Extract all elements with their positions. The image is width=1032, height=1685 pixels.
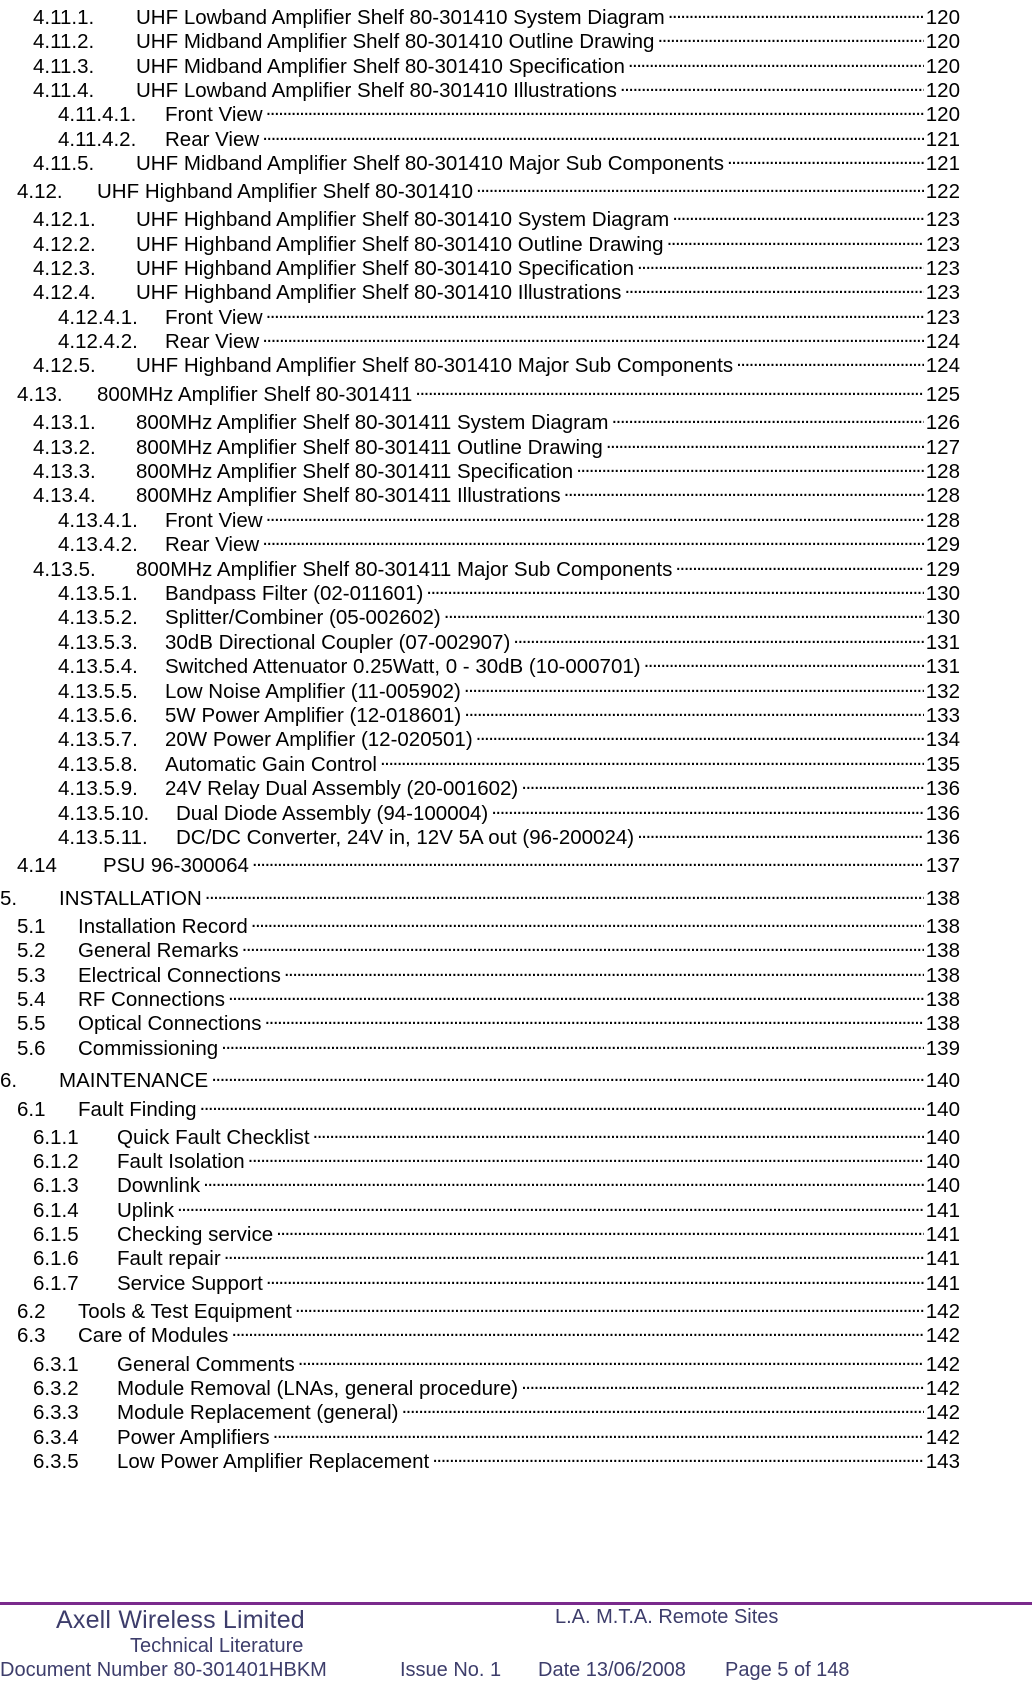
toc-entry-page: 120 — [925, 79, 960, 102]
toc-entry-page: 141 — [925, 1199, 960, 1222]
toc-entry-number: 4.13.4.2. — [58, 533, 138, 556]
toc-entry[interactable] — [17, 174, 960, 204]
toc-dot-leader — [298, 1347, 924, 1371]
toc-entry-number: 4.12.1. — [33, 208, 96, 231]
toc-entry-title: UHF Lowband Amplifier Shelf 80-301410 Illustrations — [136, 79, 617, 102]
toc-entry-page: 133 — [925, 704, 960, 727]
toc-entry[interactable] — [33, 146, 960, 176]
toc-entry[interactable] — [33, 348, 960, 378]
toc-entry-title: Quick Fault Checklist — [117, 1126, 310, 1149]
toc-entry-page: 120 — [925, 30, 960, 53]
toc-entry-number: 6.3.1 — [33, 1353, 79, 1376]
toc-entry-number: 5.5 — [17, 1012, 46, 1035]
toc-entry-number: 6.1.4 — [33, 1199, 79, 1222]
toc-entry[interactable] — [17, 377, 960, 407]
toc-entry-title: Module Replacement (general) — [117, 1401, 399, 1424]
toc-entry-page: 121 — [925, 128, 960, 151]
toc-entry-title: Automatic Gain Control — [165, 753, 377, 776]
toc-entry-page: 123 — [925, 257, 960, 280]
toc-entry[interactable] — [17, 1031, 960, 1061]
toc-dot-leader — [266, 503, 924, 527]
toc-entry-number: 4.12. — [17, 180, 63, 203]
issue-number: Issue No. 1 — [400, 1659, 502, 1681]
toc-entry-page: 136 — [925, 802, 960, 825]
toc-entry-title: Optical Connections — [78, 1012, 262, 1035]
toc-entry-title: DC/DC Converter, 24V in, 12V 5A out (96-200024) — [176, 826, 635, 849]
toc-entry[interactable] — [17, 1318, 960, 1348]
toc-dot-leader — [476, 722, 924, 746]
toc-entry-page: 122 — [925, 180, 960, 203]
page-number: Page 5 of 148 — [725, 1659, 850, 1681]
toc-entry-title: Front View — [165, 103, 263, 126]
toc-entry-page: 141 — [925, 1247, 960, 1270]
toc-dot-leader — [624, 275, 923, 299]
toc-dot-leader — [432, 1444, 924, 1468]
toc-entry-number: 4.11.3. — [33, 55, 95, 78]
toc-dot-leader — [644, 649, 924, 673]
toc-entry-number: 6.1.1 — [33, 1126, 79, 1149]
toc-entry-title: Care of Modules — [78, 1324, 229, 1347]
toc-entry-title: Uplink — [117, 1199, 174, 1222]
toc-dot-leader — [576, 454, 924, 478]
toc-entry-title: Fault Isolation — [117, 1150, 245, 1173]
toc-entry-page: 128 — [925, 484, 960, 507]
toc-entry-title: 800MHz Amplifier Shelf 80-301411 Illustrations — [136, 484, 561, 507]
toc-entry-title: Switched Attenuator 0.25Watt, 0 - 30dB (10-000701) — [165, 655, 641, 678]
toc-entry-page: 140 — [925, 1174, 960, 1197]
toc-entry-page: 123 — [925, 306, 960, 329]
toc-entry-number: 4.13.5.11. — [58, 826, 148, 849]
toc-entry-page: 136 — [925, 777, 960, 800]
toc-entry-number: 4.13.2. — [33, 436, 96, 459]
toc-entry-page: 123 — [925, 281, 960, 304]
toc-entry-number: 4.11.1. — [33, 6, 95, 29]
toc-entry-page: 135 — [925, 753, 960, 776]
toc-dot-leader — [205, 881, 924, 905]
toc-dot-leader — [252, 848, 924, 872]
toc-entry-number: 4.12.3. — [33, 257, 96, 280]
toc-entry-page: 142 — [925, 1377, 960, 1400]
toc-entry-number: 4.11.2. — [33, 30, 95, 53]
toc-entry-page: 138 — [925, 887, 960, 910]
toc-entry-page: 140 — [925, 1098, 960, 1121]
toc-entry-number: 4.13. — [17, 383, 63, 406]
technical-literature-label: Technical Literature — [130, 1635, 304, 1657]
toc-entry-title: General Comments — [117, 1353, 295, 1376]
toc-dot-leader — [211, 1063, 924, 1087]
toc-entry-title: Fault repair — [117, 1247, 221, 1270]
toc-entry-title: MAINTENANCE — [59, 1069, 209, 1092]
toc-dot-leader — [295, 1294, 924, 1318]
toc-entry-page: 120 — [925, 55, 960, 78]
toc-dot-leader — [262, 527, 924, 551]
toc-entry-number: 4.11.4.2. — [58, 128, 137, 151]
toc-entry-number: 5.4 — [17, 988, 46, 1011]
toc-dot-leader — [521, 1371, 924, 1395]
toc-entry-title: UHF Highband Amplifier Shelf 80-301410 Illustrations — [136, 281, 622, 304]
toc-entry-title: 30dB Directional Coupler (07-002907) — [165, 631, 511, 654]
toc-entry[interactable] — [17, 1092, 960, 1122]
toc-dot-leader — [521, 771, 924, 795]
toc-entry-number: 6.3.4 — [33, 1426, 79, 1449]
toc-entry-page: 131 — [925, 631, 960, 654]
toc-entry-page: 139 — [925, 1037, 960, 1060]
toc-entry-page: 130 — [925, 606, 960, 629]
toc-entry-number: 6.3.3 — [33, 1401, 79, 1424]
toc-entry-page: 130 — [925, 582, 960, 605]
toc-entry-title: 800MHz Amplifier Shelf 80-301411 Major Sub Components — [136, 558, 673, 581]
toc-entry-number: 6.3.5 — [33, 1450, 79, 1473]
toc-entry-page: 142 — [925, 1353, 960, 1376]
toc-entry-title: Fault Finding — [78, 1098, 197, 1121]
toc-entry-number: 5.1 — [17, 915, 46, 938]
toc-dot-leader — [736, 348, 924, 372]
toc-entry-title: Front View — [165, 306, 263, 329]
toc-dot-leader — [203, 1168, 924, 1192]
toc-dot-leader — [464, 674, 924, 698]
toc-entry-page: 140 — [925, 1126, 960, 1149]
toc-entry-page: 129 — [925, 558, 960, 581]
toc-entry-title: PSU 96-300064 — [103, 854, 249, 877]
toc-entry-page: 128 — [925, 509, 960, 532]
toc-dot-leader — [248, 1144, 924, 1168]
toc-dot-leader — [266, 97, 924, 121]
toc-entry-title: Dual Diode Assembly (94-100004) — [176, 802, 489, 825]
toc-entry-number: 4.11.4.1. — [58, 103, 137, 126]
toc-entry-title: Power Amplifiers — [117, 1426, 270, 1449]
toc-entry-page: 143 — [925, 1450, 960, 1473]
toc-dot-leader — [266, 300, 924, 324]
toc-dot-leader — [444, 600, 924, 624]
toc-entry-title: Low Noise Amplifier (11-005902) — [165, 680, 461, 703]
toc-dot-leader — [242, 933, 924, 957]
toc-entry-page: 138 — [925, 939, 960, 962]
toc-entry-number: 6.1 — [17, 1098, 46, 1121]
toc-entry-number: 5. — [0, 887, 18, 910]
toc-entry-title: UHF Highband Amplifier Shelf 80-301410 System Diagram — [136, 208, 670, 231]
toc-entry-title: Low Power Amplifier Replacement — [117, 1450, 430, 1473]
toc-dot-leader — [276, 1217, 924, 1241]
toc-entry-number: 6.1.7 — [33, 1272, 79, 1295]
toc-entry-title: Rear View — [165, 533, 260, 556]
toc-entry-title: Installation Record — [78, 915, 248, 938]
toc-entry-page: 120 — [925, 6, 960, 29]
toc-entry-number: 4.13.5.8. — [58, 753, 138, 776]
document-subtitle: L.A. M.T.A. Remote Sites — [555, 1606, 779, 1628]
toc-entry-title: Rear View — [165, 330, 260, 353]
toc-entry-title: General Remarks — [78, 939, 239, 962]
toc-entry-title: Electrical Connections — [78, 964, 281, 987]
toc-entry-number: 4.13.4.1. — [58, 509, 138, 532]
toc-dot-leader — [266, 1266, 924, 1290]
toc-entry-page: 124 — [925, 354, 960, 377]
toc-entry[interactable] — [58, 820, 960, 850]
toc-dot-leader — [415, 377, 924, 401]
toc-entry-page: 127 — [925, 436, 960, 459]
toc-entry[interactable] — [17, 848, 960, 878]
toc-entry-page: 140 — [925, 1150, 960, 1173]
toc-dot-leader — [401, 1395, 923, 1419]
toc-entry-title: UHF Midband Amplifier Shelf 80-301410 Major Sub Components — [136, 152, 724, 175]
toc-entry-number: 4.13.5.1. — [58, 582, 138, 605]
toc-entry-page: 141 — [925, 1223, 960, 1246]
toc-dot-leader — [675, 552, 923, 576]
toc-entry-page: 142 — [925, 1324, 960, 1347]
toc-entry[interactable] — [0, 1063, 960, 1093]
toc-dot-leader — [513, 625, 923, 649]
toc-entry-page: 121 — [925, 152, 960, 175]
toc-entry-page: 138 — [925, 915, 960, 938]
toc-entry-title: 800MHz Amplifier Shelf 80-301411 Specification — [136, 460, 574, 483]
toc-entry-title: RF Connections — [78, 988, 225, 1011]
toc-dot-leader — [637, 251, 924, 275]
toc-entry-number: 4.13.5.7. — [58, 728, 138, 751]
toc-entry-title: 24V Relay Dual Assembly (20-001602) — [165, 777, 519, 800]
toc-dot-leader — [284, 958, 924, 982]
toc-entry-page: 129 — [925, 533, 960, 556]
toc-entry-number: 4.13.5.2. — [58, 606, 138, 629]
toc-dot-leader — [251, 909, 924, 933]
toc-dot-leader — [491, 796, 924, 820]
toc-dot-leader — [564, 478, 924, 502]
toc-entry-page: 141 — [925, 1272, 960, 1295]
toc-dot-leader — [313, 1120, 924, 1144]
toc-entry-title: 5W Power Amplifier (12-018601) — [165, 704, 462, 727]
toc-entry-number: 4.11.4. — [33, 79, 95, 102]
toc-entry-page: 131 — [925, 655, 960, 678]
toc-entry-title: Commissioning — [78, 1037, 219, 1060]
toc-entry-number: 6.1.3 — [33, 1174, 79, 1197]
toc-entry-page: 138 — [925, 1012, 960, 1035]
toc-entry-title: Splitter/Combiner (05-002602) — [165, 606, 441, 629]
document-date: Date 13/06/2008 — [538, 1659, 686, 1681]
toc-entry-number: 5.2 — [17, 939, 46, 962]
toc-entry-page: 125 — [925, 383, 960, 406]
toc-entry-number: 4.13.5. — [33, 558, 96, 581]
company-name: Axell Wireless Limited — [56, 1606, 305, 1634]
toc-entry-number: 4.13.5.6. — [58, 704, 138, 727]
toc-entry-title: Downlink — [117, 1174, 201, 1197]
toc-entry-page: 140 — [925, 1069, 960, 1092]
toc-entry-number: 4.11.5. — [33, 152, 95, 175]
toc-entry[interactable] — [0, 881, 960, 911]
toc-entry-title: Tools & Test Equipment — [78, 1300, 292, 1323]
toc-entry-number: 4.13.5.10. — [58, 802, 150, 825]
toc-dot-leader — [637, 820, 924, 844]
toc-dot-leader — [667, 227, 924, 251]
toc-entry-page: 142 — [925, 1401, 960, 1424]
toc-dot-leader — [262, 324, 924, 348]
toc-entry-title: UHF Lowband Amplifier Shelf 80-301410 System Diagram — [136, 6, 665, 29]
toc-entry-title: 800MHz Amplifier Shelf 80-301411 System Diagram — [136, 411, 609, 434]
toc-entry-title: UHF Highband Amplifier Shelf 80-301410 Major Sub Components — [136, 354, 734, 377]
toc-entry-title: Checking service — [117, 1223, 274, 1246]
toc-dot-leader — [672, 202, 924, 226]
toc-entry-title: UHF Highband Amplifier Shelf 80-301410 Specification — [136, 257, 634, 280]
toc-dot-leader — [380, 747, 924, 771]
toc-entry-title: INSTALLATION — [59, 887, 202, 910]
document-number: Document Number 80-301401HBKM — [0, 1659, 327, 1681]
toc-entry-page: 128 — [925, 460, 960, 483]
toc-dot-leader — [628, 49, 924, 73]
toc-entry-number: 5.6 — [17, 1037, 46, 1060]
toc-dot-leader — [262, 122, 924, 146]
toc-dot-leader — [476, 174, 924, 198]
toc-dot-leader — [177, 1193, 924, 1217]
toc-entry-number: 4.12.4.1. — [58, 306, 138, 329]
toc-dot-leader — [264, 1006, 923, 1030]
toc-entry-number: 6.1.6 — [33, 1247, 79, 1270]
toc-entry-title: UHF Midband Amplifier Shelf 80-301410 Specification — [136, 55, 625, 78]
toc-entry-number: 6.3.2 — [33, 1377, 79, 1400]
toc-entry-title: UHF Highband Amplifier Shelf 80-301410 Outline Drawing — [136, 233, 664, 256]
toc-dot-leader — [464, 698, 924, 722]
toc-entry-page: 134 — [925, 728, 960, 751]
toc-entry-page: 123 — [925, 208, 960, 231]
toc-entry-page: 123 — [925, 233, 960, 256]
toc-entry-page: 126 — [925, 411, 960, 434]
toc-entry-title: Module Removal (LNAs, general procedure) — [117, 1377, 519, 1400]
toc-entry-number: 4.13.4. — [33, 484, 96, 507]
toc-entry-page: 142 — [925, 1426, 960, 1449]
toc-dot-leader — [668, 0, 924, 24]
toc-entry-title: Service Support — [117, 1272, 263, 1295]
toc-dot-leader — [426, 576, 923, 600]
toc-entry-title: 800MHz Amplifier Shelf 80-301411 — [97, 383, 413, 406]
toc-dot-leader — [273, 1420, 924, 1444]
toc-entry-number: 4.14 — [17, 854, 57, 877]
toc-entry-title: Rear View — [165, 128, 260, 151]
toc-entry[interactable] — [33, 1444, 960, 1474]
toc-entry-title: Front View — [165, 509, 263, 532]
toc-entry-page: 132 — [925, 680, 960, 703]
toc-entry-page: 138 — [925, 964, 960, 987]
toc-entry-number: 4.13.3. — [33, 460, 96, 483]
toc-entry-number: 6.2 — [17, 1300, 46, 1323]
toc-entry[interactable] — [33, 1266, 960, 1296]
toc-entry-page: 138 — [925, 988, 960, 1011]
footer-divider — [0, 1602, 1032, 1605]
toc-entry-number: 6. — [0, 1069, 18, 1092]
toc-entry-number: 6.3 — [17, 1324, 46, 1347]
toc-dot-leader — [224, 1241, 924, 1265]
toc-dot-leader — [231, 1318, 923, 1342]
toc-dot-leader — [727, 146, 924, 170]
toc-entry-number: 4.13.5.9. — [58, 777, 138, 800]
toc-dot-leader — [228, 982, 924, 1006]
toc-entry-number: 5.3 — [17, 964, 46, 987]
toc-entry-number: 4.12.4. — [33, 281, 96, 304]
toc-entry-page: 124 — [925, 330, 960, 353]
toc-dot-leader — [611, 405, 923, 429]
toc-entry-title: UHF Midband Amplifier Shelf 80-301410 Outline Drawing — [136, 30, 655, 53]
toc-dot-leader — [221, 1031, 924, 1055]
toc-entry-page: 142 — [925, 1300, 960, 1323]
toc-entry-title: Bandpass Filter (02-011601) — [165, 582, 424, 605]
toc-entry-page: 136 — [925, 826, 960, 849]
toc-entry-page: 137 — [925, 854, 960, 877]
toc-entry-page: 120 — [925, 103, 960, 126]
toc-entry-title: 800MHz Amplifier Shelf 80-301411 Outline Drawing — [136, 436, 603, 459]
toc-entry-number: 4.12.2. — [33, 233, 96, 256]
toc-entry-number: 6.1.5 — [33, 1223, 79, 1246]
toc-entry-number: 4.13.5.5. — [58, 680, 138, 703]
toc-entry-number: 4.12.4.2. — [58, 330, 138, 353]
toc-entry-number: 4.12.5. — [33, 354, 96, 377]
toc-dot-leader — [620, 73, 924, 97]
toc-entry-number: 4.13.1. — [33, 411, 96, 434]
toc-entry-number: 6.1.2 — [33, 1150, 79, 1173]
toc-entry-number: 4.13.5.4. — [58, 655, 138, 678]
toc-entry-title: UHF Highband Amplifier Shelf 80-301410 — [97, 180, 474, 203]
toc-dot-leader — [657, 24, 923, 48]
toc-dot-leader — [200, 1092, 924, 1116]
toc-entry-number: 4.13.5.3. — [58, 631, 138, 654]
toc-dot-leader — [606, 430, 924, 454]
toc-entry-title: 20W Power Amplifier (12-020501) — [165, 728, 473, 751]
